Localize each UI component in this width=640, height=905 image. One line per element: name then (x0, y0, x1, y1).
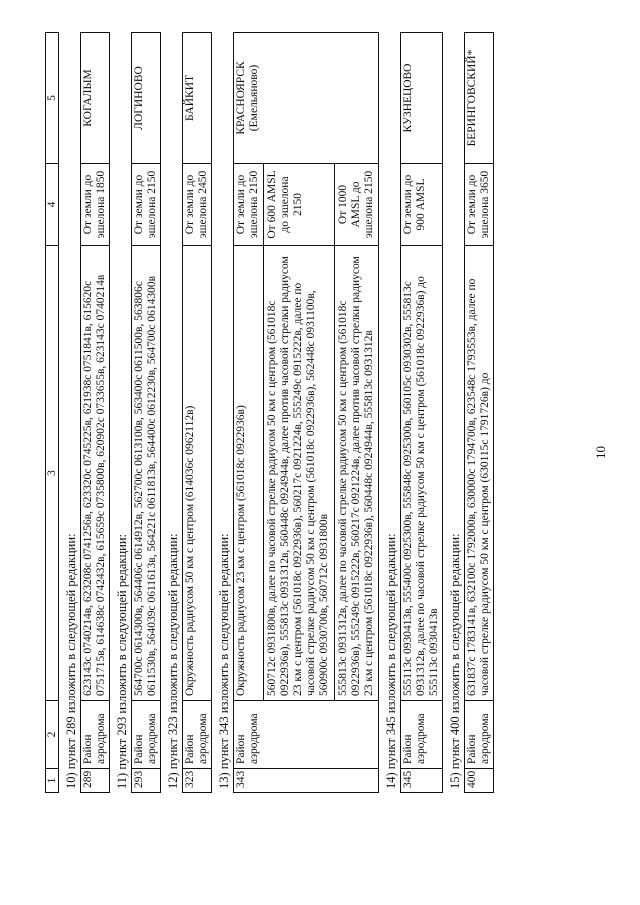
altitude-limits (465, 164, 494, 246)
section-heading (212, 33, 233, 793)
column-number-5: 5 (46, 33, 59, 164)
table-row (465, 33, 494, 793)
altitude-limits (234, 164, 379, 246)
item-number: 293 (132, 769, 161, 793)
coordinates-text: 631837с 1783141в, 632100с 1792000в, 630000с 1794700в, 623548с 1793553в, далее по часовой стрелке радиусом 50 км с центром (630115с 1791726в) до (466, 278, 491, 696)
document-body (45, 33, 494, 793)
zone-type: Район аэродрома (401, 701, 443, 769)
table-row (234, 33, 379, 793)
altitude-text: От земли до эшелона 1850 (82, 170, 107, 239)
boundary-coordinates (132, 246, 161, 701)
zone-type: Район аэродрома (81, 701, 110, 769)
zone-type: Район аэродрома (132, 701, 161, 769)
section-heading-text: 14) пункт 345 изложить в следующей редакции: (384, 533, 398, 789)
zone-type: Район аэродрома (234, 701, 379, 769)
section-table (400, 32, 443, 793)
coordinates-text: Окружность радиусом 23 км с центром (561018с 0922936в) (235, 405, 247, 696)
boundary-coordinates (183, 246, 212, 701)
altitude-text: От 1000 AMSL до эшелона 2150 (334, 164, 377, 245)
section-table (233, 32, 379, 793)
item-number: 323 (183, 769, 212, 793)
section-table (131, 32, 161, 793)
section-table (182, 32, 212, 793)
column-header-table (45, 32, 59, 793)
section-heading-text: 12) пункт 323 изложить в следующей редакции: (166, 533, 180, 789)
aerodrome-name: БАЙКИТ (183, 33, 212, 164)
boundary-coordinates (465, 246, 494, 701)
section-table (80, 32, 110, 793)
column-number-2: 2 (46, 701, 59, 769)
section-heading-text: 11) пункт 293 изложить в следующей редакции: (115, 533, 129, 789)
boundary-coordinates (401, 246, 443, 701)
column-number-1: 1 (46, 769, 59, 793)
column-number-4: 4 (46, 164, 59, 246)
altitude-limits (401, 164, 443, 246)
altitude-text: От земли до эшелона 2150 (133, 170, 158, 239)
aerodrome-name: КУЗНЕЦОВО (401, 33, 443, 164)
aerodrome-name: БЕРИНГОВСКИЙ* (465, 33, 494, 164)
altitude-text: От земли до эшелона 2450 (184, 170, 209, 239)
zone-type: Район аэродрома (183, 701, 212, 769)
altitude-text: От земли до эшелона 3650 (466, 170, 491, 239)
section-heading-text: 10) пункт 289 изложить в следующей редакции: (64, 533, 78, 789)
coordinates-text: 623143с 0740214в, 623208с 0741256в, 623320с 0745225в, 621938с 0751841в, 615620с 0751715в, 614638с 0742432в, 615659с 0735800в, 620902с 0733655в, 623143с 0740214в (82, 274, 107, 696)
section-heading (110, 33, 131, 793)
zone-type: Район аэродрома (465, 701, 494, 769)
section-heading (443, 33, 464, 793)
altitude-limits (132, 164, 161, 246)
table-row (132, 33, 161, 793)
altitude-text: От земли до эшелона 2150 (235, 170, 260, 239)
section-heading-text: 15) пункт 400 изложить в следующей редакции: (448, 533, 462, 789)
item-number: 400 (465, 769, 494, 793)
page-number: 10 (593, 446, 608, 459)
boundary-coordinates (234, 246, 379, 701)
altitude-limits (81, 164, 110, 246)
coordinates-text: 560712с 0931800в, далее по часовой стрелке радиусом 50 км с центром (561018с 0922936в), 555813с 0931312в, 560448с 0924944в, далее против часовой стрелки радиусом 23 км с центром (561018с 0922936в), 560217с 0921224в, 555249с 0915222в, далее по часовой стрелке радиусом 50 км с центром (561018с 0922936в), 562448с 0931100в, 560900с 0930700в, 560712с 0931800в (263, 246, 332, 700)
aerodrome-name: ЛОГИНОВО (132, 33, 161, 164)
coordinates-text: 555113с 0930413в, 555400с 0925300в, 555848с 0925300в, 560105с 0930302в, 555813с 0931312в, далее по часовой стрелке радиусом 50 км с центром (561018с 0922936в) до 555113с 0930413в (402, 276, 440, 696)
table-row (401, 33, 443, 793)
coordinates-text: 555813с 0931312в, далее по часовой стрелке радиусом 50 км с центром (561018с 0922936в), 555249с 0915222в, 560217с 0921224в, далее против часовой стрелки радиусом 23 км с центром (561018с 0922936в), 560448с 0924944в, 555813с 0931312в (334, 246, 377, 700)
section-heading (161, 33, 182, 793)
altitude-text: От 600 AMSL до эшелона 2150 (263, 164, 332, 245)
table-row (81, 33, 110, 793)
item-number: 345 (401, 769, 443, 793)
column-number-3: 3 (46, 246, 59, 701)
table-row (183, 33, 212, 793)
column-header-row (46, 33, 59, 793)
section-heading (379, 33, 400, 793)
item-number: 289 (81, 769, 110, 793)
item-number: 343 (234, 769, 379, 793)
amendment-sections (59, 33, 494, 793)
section-table (464, 32, 494, 793)
boundary-coordinates (81, 246, 110, 701)
aerodrome-name: КОГАЛЫМ (81, 33, 110, 164)
coordinates-text: Окружность радиусом 50 км с центром (614036с 0962112в) (184, 405, 196, 696)
altitude-limits (183, 164, 212, 246)
section-heading (59, 33, 80, 793)
coordinates-text: 564700с 0614300в, 564406с 0614912в, 562700с 0613100в, 563400с 0611500в, 563806с 0611530в, 564039с 0611613в, 564221с 0611813в, 564400с 0612230в, 564700с 0614300в (133, 275, 158, 696)
aerodrome-name: КРАСНОЯРСК (Емельяново) (234, 33, 379, 164)
section-heading-text: 13) пункт 343 изложить в следующей редакции: (217, 533, 231, 789)
altitude-text: От земли до 900 AMSL (402, 174, 427, 235)
